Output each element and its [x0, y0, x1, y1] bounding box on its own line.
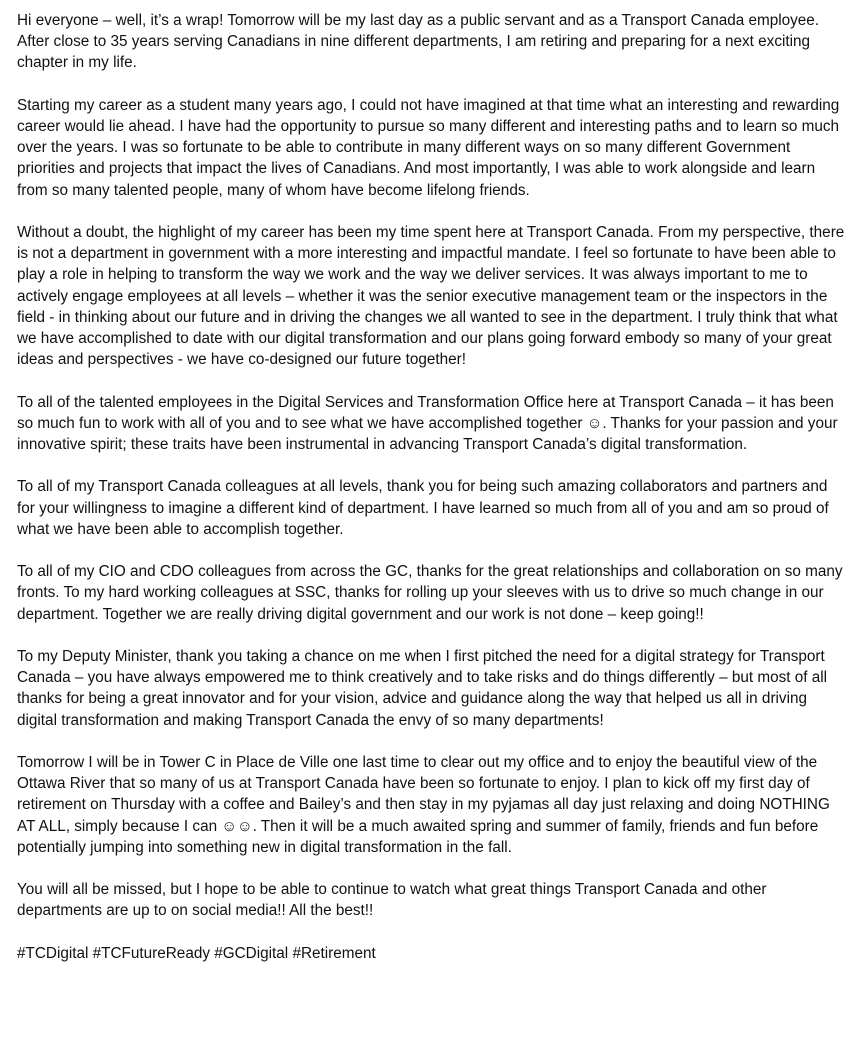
paragraph-cio-cdo-colleagues: To all of my CIO and CDO colleagues from across the GC, thanks for the great relationships and collaboration on so many fronts. To my hard working colleagues at SSC, thanks for rolling up your sleeves with us to drive so much change in our department. Together we are really driving digital government and our work is not done – keep going!!: [17, 563, 843, 623]
paragraph-career-start: Starting my career as a student many years ago, I could not have imagined at that time what an interesting and rewarding career would lie ahead. I have had the opportunity to pursue so many different and interesting paths and to learn so much over the years. I was so fortunate to be able to contribute in many different ways on so many different Government priorities and projects that impact the lives of Canadians. And most importantly, I was able to work alongside and learn from so many talented people, many of whom have become lifelong friends.: [17, 96, 840, 199]
paragraph-opening: Hi everyone – well, it’s a wrap! Tomorrow will be my last day as a public servant and as a Transport Canada employee. After close to 35 years serving Canadians in nine different departments, I am retiring and preparing for a next exciting chapter in my life.: [17, 12, 820, 72]
paragraph-deputy-minister: To my Deputy Minister, thank you taking a chance on me when I first pitched the need for a digital strategy for Transport Canada – you have always empowered me to think creatively and to take risks and do things differently – but most of all thanks for being a great innovator and for your vision, advice and guidance along the way that helped us all in driving digital transformation and making Transport Canada the envy of so many departments!: [17, 648, 828, 729]
paragraph-last-day-plans: Tomorrow I will be in Tower C in Place de Ville one last time to clear out my office and to enjoy the beautiful view of the Ottawa River that so many of us at Transport Canada have been so fortunate to enjoy. I plan to kick off my first day of retirement on Thursday with a coffee and Bailey’s and then stay in my pyjamas all day just relaxing and doing NOTHING AT ALL, simply because I can ☺☺. Then it will be a much awaited spring and summer of family, friends and fun before potentially jumping into something new in digital transformation in the fall.: [17, 754, 830, 856]
paragraph-career-highlight: Without a doubt, the highlight of my career has been my time spent here at Transport Canada. From my perspective, there is not a department in government with a more interesting and impactful mandate. I feel so fortunate to have been able to play a role in helping to transform the way we work and the way we deliver services. It was always important to me to actively engage employees at all levels – whether it was the senior executive management team or the inspectors in the field - in thinking about our future and in driving the changes we all wanted to see in the department. I truly think that what we have accomplished to date with our digital transformation and our plans going forward embody so many of your great ideas and perspectives - we have co-designed our future together!: [17, 224, 845, 369]
paragraph-farewell: You will all be missed, but I hope to be able to continue to watch what great things Transport Canada and other departments are up to on social media!! All the best!!: [17, 881, 767, 920]
paragraph-tc-colleagues: To all of my Transport Canada colleagues at all levels, thank you for being such amazing collaborators and partners and for your willingness to imagine a different kind of department. I have learned so much from all of you and am so proud of what we have been able to accomplish together.: [17, 478, 829, 538]
paragraph-dsto-thanks: To all of the talented employees in the Digital Services and Transformation Office here at Transport Canada – it has been so much fun to work with all of you and to see what we have accomplished together ☺. Thanks for your passion and your innovative spirit; these traits have been instrumental in advancing Transport Canada’s digital transformation.: [17, 393, 838, 454]
hashtags: #TCDigital #TCFutureReady #GCDigital #Retirement: [17, 944, 376, 962]
